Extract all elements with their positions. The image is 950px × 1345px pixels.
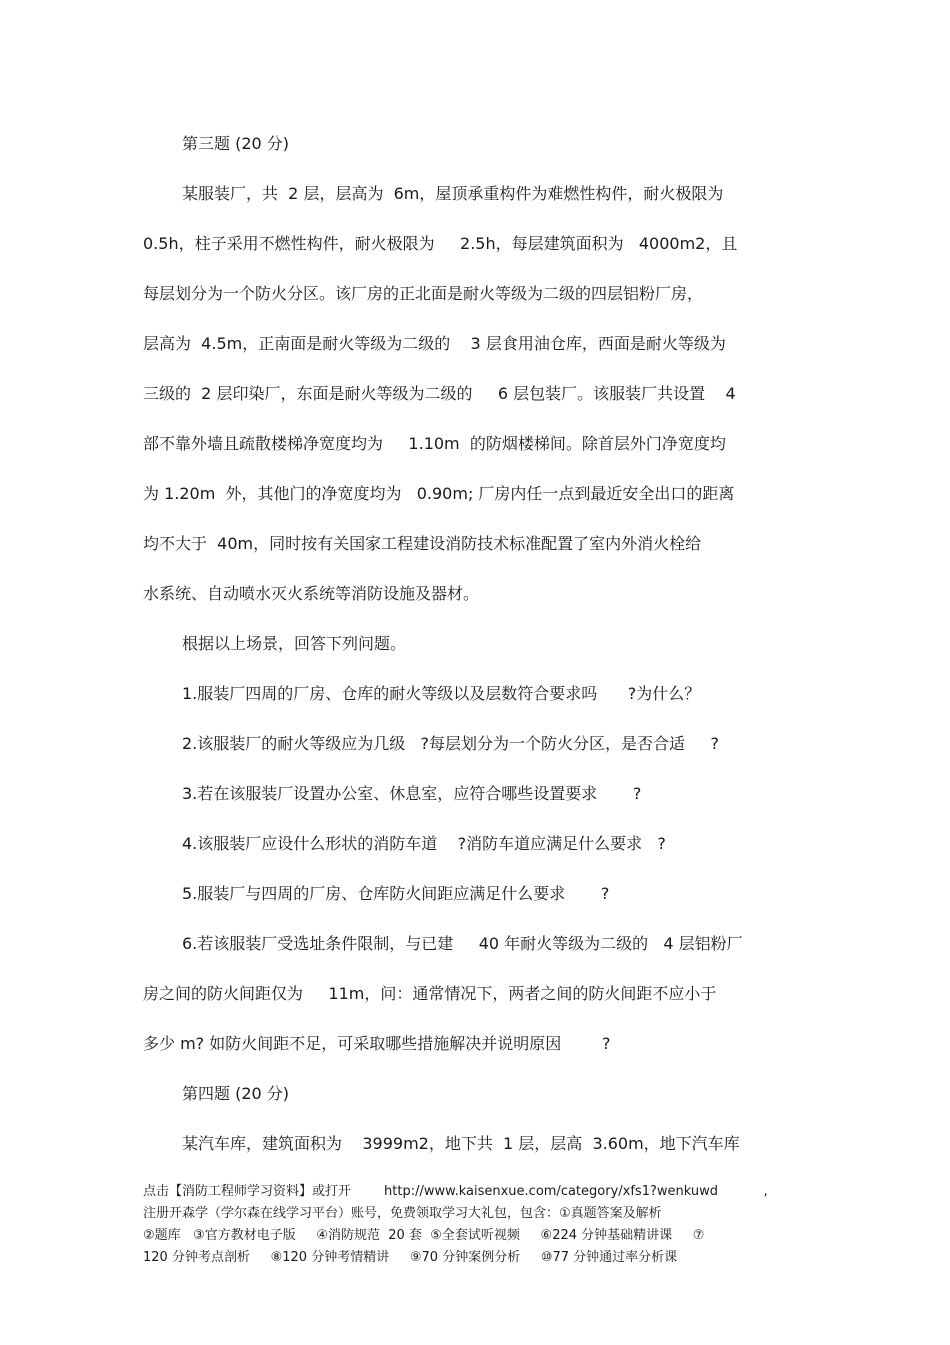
footer-promo-link[interactable]: 点击【消防工程师学习资料】或打开 http://www.kaisenxue.com/category/xfs1?wenkuwd ,	[143, 1184, 768, 1199]
footer-promo-text: 120 分钟考点剖析 ⑧120 分钟考情精讲 ⑨70 分钟案例分析 ⑩77 分钟通过率分析课	[143, 1250, 678, 1265]
footer-promo-text: ②题库 ③官方教材电子版 ④消防规范 20 套 ⑤全套试听视频 ⑥224 分钟基础精讲课 ⑦	[143, 1228, 705, 1243]
question-item-5: 5.服装厂与四周的厂房、仓库防火间距应满足什么要求 ?	[182, 884, 610, 903]
paragraph-line: 为 1.20m 外，其他门的净宽度均为 0.90m; 厂房内任一点到最近安全出口的距离	[143, 484, 735, 503]
section-heading-q3: 第三题 (20 分)	[182, 134, 290, 153]
paragraph-line: 房之间的防火间距仅为 11m，问：通常情况下，两者之间的防火间距不应小于	[143, 984, 717, 1003]
paragraph-line: 三级的 2 层印染厂，东面是耐火等级为二级的 6 层包装厂。该服装厂共设置 4	[143, 384, 736, 403]
paragraph-line: 每层划分为一个防火分区。该厂房的正北面是耐火等级为二级的四层铝粉厂房，	[143, 284, 704, 303]
paragraph-line: 水系统、自动喷水灭火系统等消防设施及器材。	[143, 584, 480, 603]
paragraph-line: 部不靠外墙且疏散楼梯净宽度均为 1.10m 的防烟楼梯间。除首层外门净宽度均	[143, 434, 726, 453]
question-item-4: 4.该服装厂应设什么形状的消防车道 ?消防车道应满足什么要求 ?	[182, 834, 666, 853]
paragraph-line: 某服装厂，共 2 层，层高为 6m，屋顶承重构件为难燃性构件，耐火极限为	[182, 184, 724, 203]
paragraph-line: 层高为 4.5m，正南面是耐火等级为二级的 3 层食用油仓库，西面是耐火等级为	[143, 334, 726, 353]
footer-promo-text: 注册开森学（学尔森在线学习平台）账号，免费领取学习大礼包，包含：①真题答案及解析	[143, 1206, 662, 1221]
question-item-3: 3.若在该服装厂设置办公室、休息室，应符合哪些设置要求 ?	[182, 784, 642, 803]
question-item-1: 1.服装厂四周的厂房、仓库的耐火等级以及层数符合要求吗 ?为什么？	[182, 684, 701, 703]
paragraph-line: 均不大于 40m，同时按有关国家工程建设消防技术标准配置了室内外消火栓给	[143, 534, 702, 553]
paragraph-line: 某汽车库，建筑面积为 3999m2，地下共 1 层，层高 3.60m，地下汽车库	[182, 1134, 740, 1153]
section-heading-q4: 第四题 (20 分)	[182, 1084, 290, 1103]
question-intro: 根据以上场景，回答下列问题。	[182, 634, 407, 653]
question-item-6: 6.若该服装厂受选址条件限制，与已建 40 年耐火等级为二级的 4 层铝粉厂	[182, 934, 743, 953]
question-item-2: 2.该服装厂的耐火等级应为几级 ?每层划分为一个防火分区，是否合适 ?	[182, 734, 719, 753]
paragraph-line: 多少 m? 如防火间距不足，可采取哪些措施解决并说明原因 ?	[143, 1034, 611, 1053]
paragraph-line: 0.5h，柱子采用不燃性构件，耐火极限为 2.5h，每层建筑面积为 4000m2，且	[143, 234, 738, 253]
